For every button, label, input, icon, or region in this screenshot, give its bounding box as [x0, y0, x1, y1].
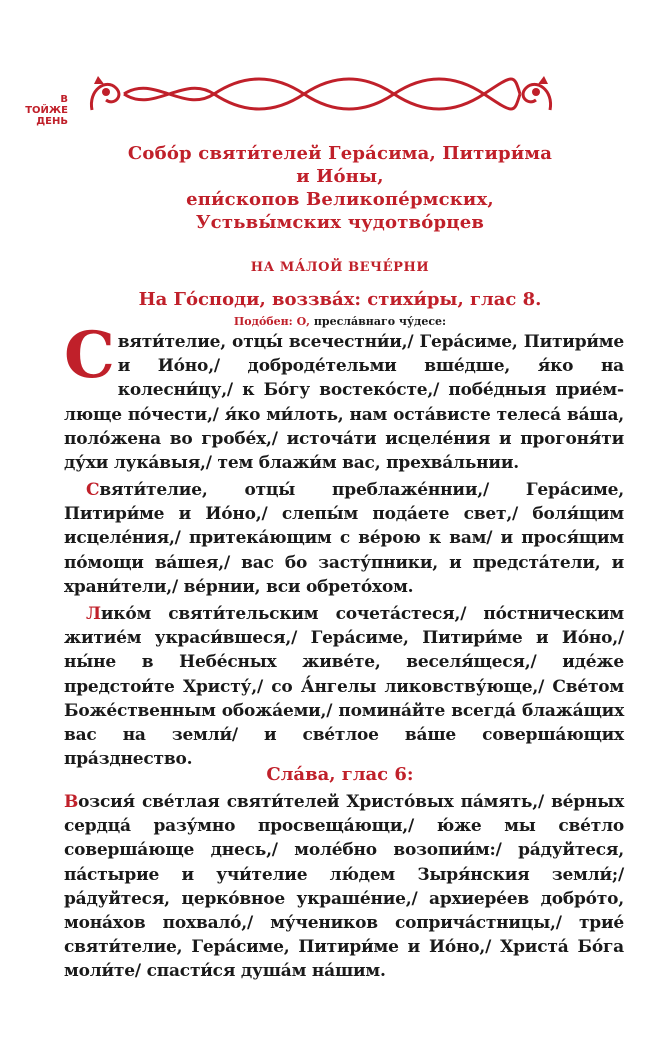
same-day-note — [16, 94, 68, 127]
side-note-line: ТОЙЖЕ — [25, 105, 68, 116]
slava-heading: Сла́ва, глас 6: — [266, 764, 414, 785]
section-title: НА МА́ЛОЙ ВЕЧЕ́РНИ — [250, 260, 430, 275]
sticheron-text: вяти́телие, отцы́ всечестни́и,/ Гера́симе, Питири́ме и Ио́но,/ доброде́тельми вше́дше, я́ко на колесни́цу,/ к Бо́гу востеко́сте,/ побе́дныя прие́млюще по́чести,/ я́ко ми́лоть, нам оста́висте телеса́ ва́ша, поло́жена во гробе́х,/ источа́ти исцеле́ния и прогоня́ти ду́хи лука́выя,/ тем блажи́м вас, прехва́льнии. — [64, 332, 624, 474]
title-line: епи́скопов Великопе́рмских, — [186, 189, 494, 210]
sticheron-text: вяти́телие, отцы́ преблаже́ннии,/ Гера́симе, Питири́ме и Ио́но,/ слепы́м пода́ете свет,/ боля́щим исцеле́ния,/ притека́ющим с ве́рою к вам/ и прося́щим по́мощи ва́шея,/ вас бо засту́пники, и предста́тели, и храни́тели,/ ве́рнии, вси обрето́хом. — [64, 480, 624, 597]
title-line: Устьвы́мских чудотво́рцев — [195, 212, 485, 233]
podoben-line — [60, 315, 620, 328]
red-initial: С — [86, 480, 100, 500]
stichera-heading: На Го́споди, воззва́х: стихи́ры, глас 8. — [138, 289, 542, 310]
red-initial: В — [64, 792, 79, 812]
podoben-label: Подо́бен: О, — [233, 315, 310, 328]
side-note-line: В — [60, 94, 68, 105]
side-note-line: ДЕНЬ — [36, 116, 68, 127]
drop-cap: С — [64, 318, 115, 393]
title-line: и Ио́ны, — [296, 166, 384, 187]
doxasticon — [64, 790, 624, 984]
title-line: Собо́р святи́телей Гера́сима, Питири́ма — [127, 143, 553, 164]
feast-title — [60, 142, 620, 234]
red-initial: Л — [86, 604, 101, 624]
sticheron-2 — [64, 478, 624, 599]
ornament-headpiece — [84, 70, 558, 118]
doxasticon-text: озсия́ све́тлая святи́телей Христо́вых па́мять,/ ве́рных сердца́ разу́мно просвеща́ющи,/ ю́же мы све́тло соверша́юще днесь,/ моле́бно возопии́м:/ ра́дуйтеся, па́стырие и учи́телие лю́дем Зыря́нския земли́;/ ра́дуйтеся, церко́вное украше́ние,/ архиере́ев добро́то, мона́хов похвало́,/ му́чеников соприча́стницы,/ трие́ святи́телие, Гера́симе, Питири́ме и Ио́но,/ Христа́ Бо́га моли́те/ спасти́ся душа́м на́шим. — [64, 792, 624, 982]
podoben-text: пресла́внаго чу́десе: — [313, 315, 447, 328]
sticheron-text: ико́м святи́тельским сочета́стеся,/ по́стническим житие́м украси́вшеся,/ Гера́симе, Питири́ме и Ио́но,/ ны́не в Небе́сных живе́те, веселя́щеся,/ иде́же предстои́те Христу́,/ со А́нгелы ликовству́юще,/ Све́том Боже́ственным обожа́еми,/ помина́йте всегда́ блажа́щих вас на земли́/ и све́тлое ва́ше соверша́ющих пра́зднество. — [64, 604, 624, 770]
sticheron-3 — [64, 602, 624, 771]
